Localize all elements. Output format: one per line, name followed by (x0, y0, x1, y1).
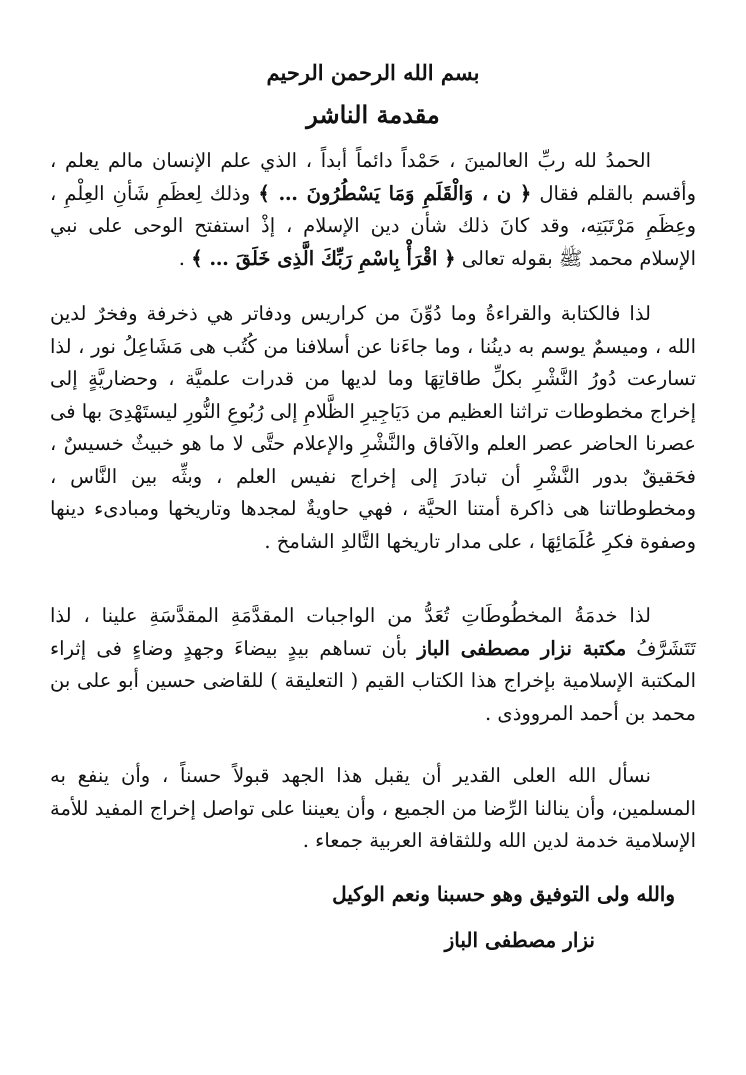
paragraph-1 (50, 145, 696, 275)
signature: نزار مصطفى الباز (444, 928, 595, 952)
paragraph-3-text-b: بأن تساهم بيدٍ بيضاءَ وجهدٍ وضاءٍ فى إثراء المكتبة الإسلامية بإخراج هذا الكتاب القيم ( التعليقة ) للقاضى حسين أبو على بن محمد بن أحمد المرووذى . (50, 636, 696, 725)
paragraph-1-text-a: الحمدُ لله ربِّ العالمينَ ، حَمْداً دائماً أبداً ، الذي علم الإنسان مالم يعلم ، وأقسم بالقلم فقال (50, 149, 697, 205)
paragraph-1-text-b: وذلك لِعظَمِ شَأنِ العِلْمِ ، وعِظَمِ مَرْتَبَتِه، وقد كانَ ذلك شأن دين الإسلام ، إذْ استفتح الوحى على نبي الإسلام محمد ﷺ بقوله تعالى (50, 181, 696, 270)
closing-line: والله ولى التوفيق وهو حسبنا ونعم الوكيل (332, 882, 675, 906)
paragraph-3-text-a: لذا خدمَةُ المخطُوطَاتِ تُعَدُّ من الواجبات المقدَّمَةِ المقدَّسَةِ علينا ، لذا تَتَشَرَّفُ (50, 604, 696, 660)
paragraph-1-text-c: . (178, 246, 192, 270)
page-title: مقدمة الناشر (306, 100, 440, 129)
publisher-name: مكتبة نزار مصطفى الباز (417, 636, 627, 660)
basmala-heading: بسم الله الرحمن الرحيم (266, 60, 480, 85)
quran-quote-2: ﴿ اقْرَأْ بِاسْمِ رَبِّكَ الَّذِى خَلَقَ … ﴾ (191, 246, 456, 270)
paragraph-4: نسأل الله العلى القدير أن يقبل هذا الجهد قبولاً حسناً ، وأن ينفع به المسلمين، وأن ينالنا الرِّضا من الجميع ، وأن يعيننا على تواصل إخراج المفيد للأمة الإسلامية خدمة لدين الله وللثقافة العربية جمعاء . (50, 764, 697, 852)
paragraph-3 (50, 600, 696, 730)
paragraph-2: لذا فالكتابة والقراءةُ وما دُوِّنَ من كراريس ودفاتر هي ذخرفة وفخرٌ لدين الله ، وميسمٌ يوسم به دينُنا ، وما جاءَنا عن أسلافنا من كُتُب هى مَشَاعِلُ نور ، لذا تسارعت دُورُ النَّشْرِ بكلِّ طاقاتِهَا وما لديها من قدرات علميَّة ، وحضاريَّةٍ إلى إخراج مخطوطات تراثنا العظيم من دَيَاجِيرِ الظَّلامِ إلى رُبُوعِ النُّورِ ليستَهْدِىَ بها فى عصرنا الحاضر عصر العلم والآفاق والنَّشْرِ والإعلام حتَّى لا ما هو خبيثٌ خسيسٌ ، فحَقيقٌ بدور النَّشْرِ أن تبادرَ إلى إخراج نفيس العلم ، وبثِّه بين النَّاس ، ومخطوطاتنا هى ذاكرة أمتنا الحيَّة ، فهي حاويةٌ لمجدها وتاريخها ومبادىء دينها وصفوة فكرِ عُلَمَائِهَا ، على مدار تاريخها التَّالدِ الشامخ . (50, 302, 696, 553)
quran-quote-1: ﴿ ن ، وَالْقَلَمِ وَمَا يَسْطُرُونَ … ﴾ (258, 181, 532, 205)
